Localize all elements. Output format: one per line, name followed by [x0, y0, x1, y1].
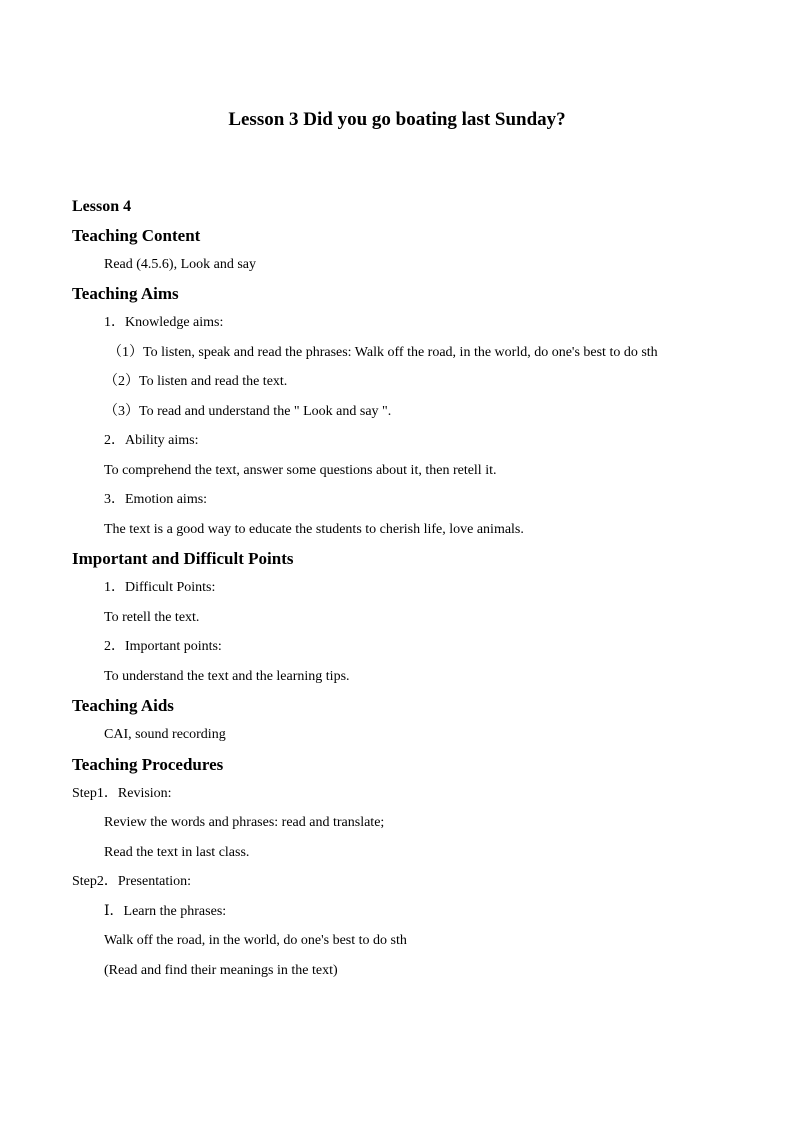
ability-aims-text: To comprehend the text, answer some questions about it, then retell it.: [104, 462, 497, 478]
step2-phrases: Walk off the road, in the world, do one's best to do sth: [104, 933, 407, 949]
step2-item-i: Ⅰ．Learn the phrases:: [104, 903, 227, 919]
teaching-procedures-heading: Teaching Procedures: [72, 754, 224, 774]
points-heading: Important and Difficult Points: [72, 549, 294, 568]
emotion-aims-label: 3．Emotion aims:: [104, 492, 208, 508]
step2-label: Step2．Presentation:: [72, 874, 191, 890]
teaching-aids-text: CAI, sound recording: [104, 727, 226, 743]
knowledge-aims-label: 1．Knowledge aims:: [104, 315, 224, 331]
knowledge-aim-3: （3）To read and understand the " Look and say ".: [104, 403, 392, 419]
knowledge-aim-2: （2）To listen and read the text.: [104, 374, 288, 390]
step1-label: Step1．Revision:: [72, 785, 172, 801]
document-title: Lesson 3 Did you go boating last Sunday?: [228, 109, 566, 130]
difficult-points-label: 1．Difficult Points:: [104, 580, 216, 596]
teaching-aids-heading: Teaching Aids: [72, 696, 174, 715]
important-points-text: To understand the text and the learning tips.: [104, 668, 350, 684]
teaching-content-text: Read (4.5.6), Look and say: [104, 256, 257, 272]
ability-aims-label: 2．Ability aims:: [104, 433, 199, 449]
important-points-label: 2．Important points:: [104, 639, 222, 655]
teaching-aims-heading: Teaching Aims: [72, 284, 179, 303]
step1-item-b: Read the text in last class.: [104, 844, 250, 860]
step1-item-a: Review the words and phrases: read and translate;: [104, 815, 385, 831]
knowledge-aim-1: （1）To listen, speak and read the phrases: Walk off the road, in the world, do one's best to do sth: [108, 345, 658, 360]
emotion-aims-text: The text is a good way to educate the students to cherish life, love animals.: [104, 521, 524, 537]
teaching-content-heading: Teaching Content: [72, 225, 201, 245]
difficult-points-text: To retell the text.: [104, 609, 200, 625]
document-body: [72, 192, 728, 986]
lesson-heading: Lesson 4: [72, 197, 132, 215]
step2-note: (Read and find their meanings in the text): [104, 962, 338, 978]
